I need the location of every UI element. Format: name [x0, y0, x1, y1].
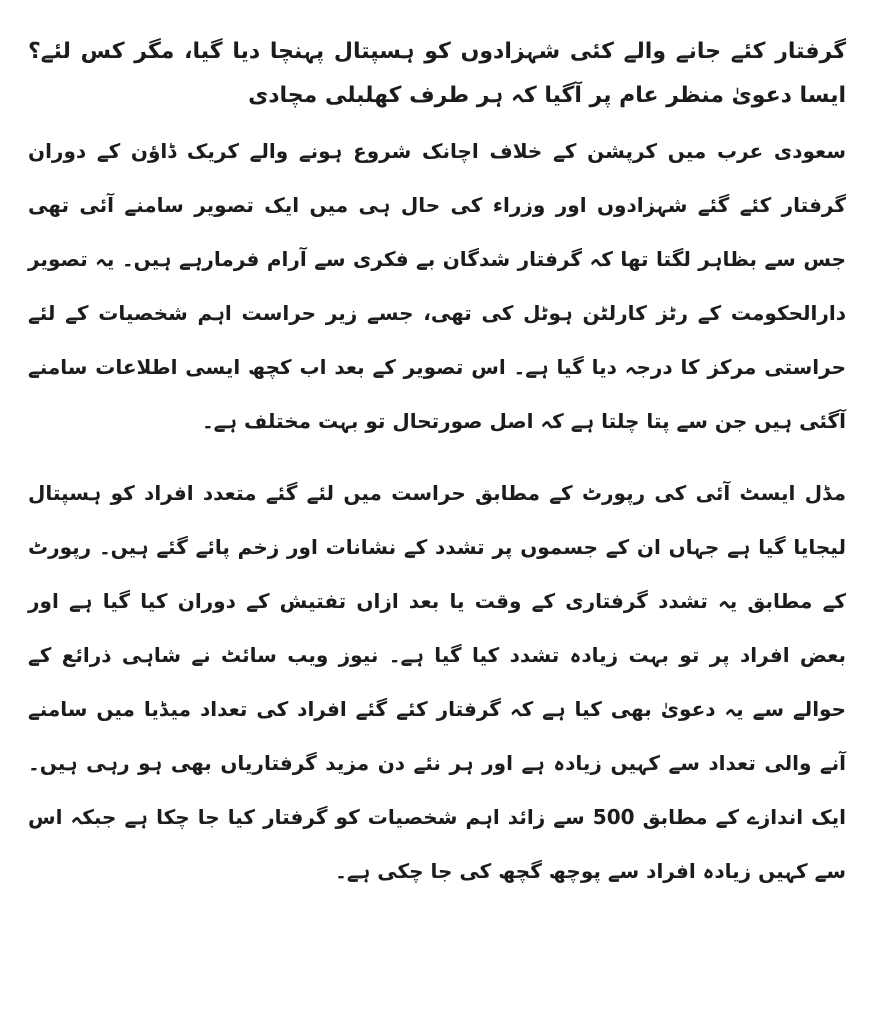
- article-paragraph-2: مڈل ایسٹ آئی کی رپورٹ کے مطابق حراست میں لئے گئے متعدد افراد کو ہسپتال لیجایا گیا ہے جہاں ان کے جسموں پر تشدد کے نشانات اور زخم پائے گئے ہیں۔ رپورٹ کے مطابق یہ تشدد گرفتاری کے وقت یا بعد ازاں تفتیش کے دوران کیا گیا ہے اور بعض افراد پر تو بہت زیادہ تشدد کیا گیا ہے۔ نیوز ویب سائٹ نے شاہی ذرائع کے حوالے سے یہ دعویٰ بھی کیا ہے کہ گرفتار کئے گئے افراد کی تعداد میڈیا میں سامنے آنے والی تعداد سے کہیں زیادہ ہے اور ہر نئے دن مزید گرفتاریاں بھی ہو رہی ہیں۔ ایک اندازے کے مطابق 500 سے زائد اہم شخصیات کو گرفتار کیا جا چکا ہے جبکہ اس سے کہیں زیادہ افراد سے پوچھ گچھ کی جا چکی ہے۔: [28, 481, 846, 883]
- article-headline: گرفتار کئے جانے والے کئی شہزادوں کو ہسپتال پہنچا دیا گیا، مگر کس لئے؟ ایسا دعویٰ منظر عام پر آگیا کہ ہر طرف کھلبلی مچادی: [28, 39, 846, 108]
- article-paragraph-1: سعودی عرب میں کرپشن کے خلاف اچانک شروع ہونے والے کریک ڈاؤن کے دوران گرفتار کئے گئے شہزادوں اور وزراء کی حال ہی میں ایک تصویر سامنے آئی تھی جس سے بظاہر لگتا تھا کہ گرفتار شدگان بے فکری سے آرام فرمارہے ہیں۔ یہ تصویر دارالحکومت کے رٹز کارلٹن ہوٹل کی تھی، جسے زیر حراست اہم شخصیات کے لئے حراستی مرکز کا درجہ دیا گیا ہے۔ اس تصویر کے بعد اب کچھ ایسی اطلاعات سامنے آگئی ہیں جن سے پتا چلتا ہے کہ اصل صورتحال تو بہت مختلف ہے۔: [28, 139, 846, 433]
- article: [28, 30, 846, 912]
